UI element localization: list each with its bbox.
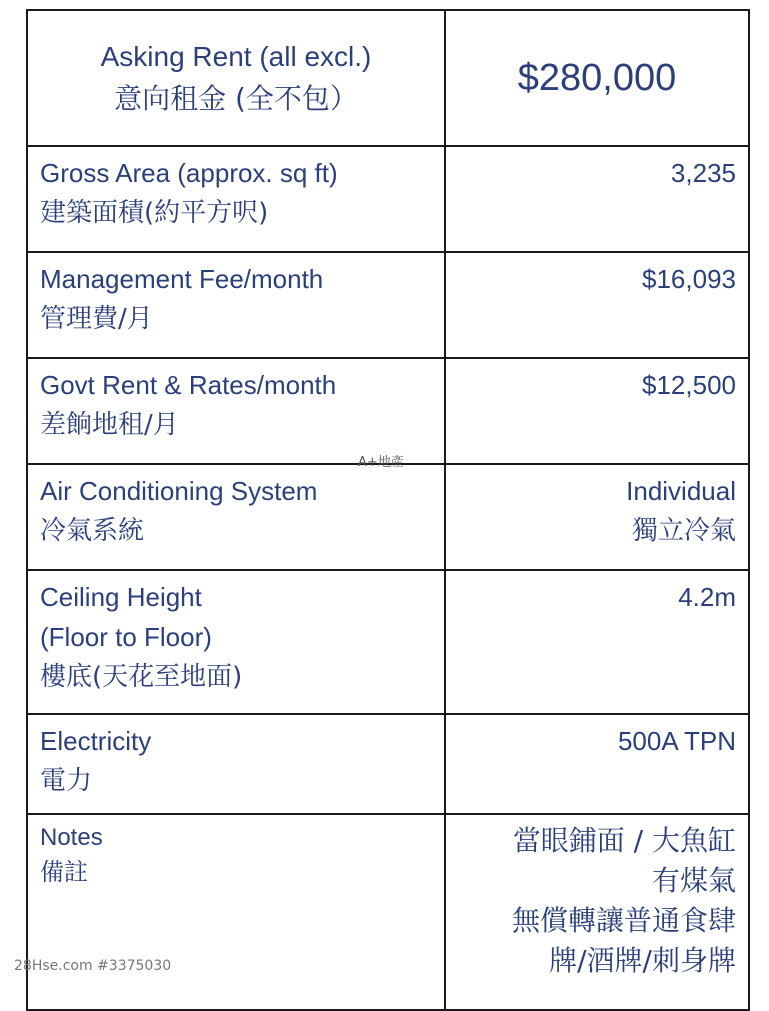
asking-rent-row xyxy=(27,10,749,146)
notes-label-en: Notes xyxy=(40,824,103,851)
ceiling-height-label-cell xyxy=(27,570,445,714)
electricity-value: 500A TPN xyxy=(617,726,736,756)
notes-value-cell xyxy=(445,814,749,1010)
air-conditioning-value-zh: 獨立冷氣 xyxy=(631,516,736,546)
management-fee-row xyxy=(27,252,749,358)
gross-area-value: 3,235 xyxy=(670,158,736,188)
ceiling-height-label-en: Ceiling Height xyxy=(40,582,202,612)
management-fee-label-en: Management Fee/month xyxy=(40,264,324,294)
ceiling-height-label-zh: 樓底(天花至地面) xyxy=(40,662,243,692)
asking-rent-value: $280,000 xyxy=(517,57,677,99)
management-fee-value: $16,093 xyxy=(642,264,736,294)
govt-rent-label-en: Govt Rent & Rates/month xyxy=(40,370,337,400)
notes-line-2: 有煤氣 xyxy=(651,864,736,897)
listing-id-watermark: 28Hse.com #3375030 xyxy=(14,958,172,974)
notes-line-1: 當眼鋪面 / 大魚缸 xyxy=(512,824,736,857)
govt-rent-value-cell xyxy=(445,358,749,464)
air-conditioning-row xyxy=(27,464,749,570)
govt-rent-row xyxy=(27,358,749,464)
govt-rent-label-zh: 差餉地租/月 xyxy=(40,410,179,440)
air-conditioning-label-en: Air Conditioning System xyxy=(40,476,318,506)
asking-rent-label-zh: 意向租金 (全不包） xyxy=(114,82,358,115)
electricity-label-cell xyxy=(27,714,445,814)
management-fee-label-cell xyxy=(27,252,445,358)
ceiling-height-label-en-2: (Floor to Floor) xyxy=(40,622,212,652)
gross-area-value-cell xyxy=(445,146,749,252)
air-conditioning-label-cell xyxy=(27,464,445,570)
electricity-row xyxy=(27,714,749,814)
govt-rent-label-cell xyxy=(27,358,445,464)
gross-area-row xyxy=(27,146,749,252)
govt-rent-value: $12,500 xyxy=(642,370,736,400)
notes-line-3: 無償轉讓普通食肆 xyxy=(511,904,736,937)
management-fee-value-cell xyxy=(445,252,749,358)
property-spec-table xyxy=(26,9,750,1011)
ceiling-height-row xyxy=(27,570,749,714)
notes-label-zh: 備註 xyxy=(40,858,88,886)
gross-area-label-en: Gross Area (approx. sq ft) xyxy=(40,158,338,188)
air-conditioning-value: Individual xyxy=(626,476,736,506)
electricity-value-cell xyxy=(445,714,749,814)
gross-area-label-zh: 建築面積(約平方呎) xyxy=(40,198,269,228)
asking-rent-label-en: Asking Rent (all excl.) xyxy=(100,41,372,72)
agency-watermark: A+地產 xyxy=(358,455,404,470)
notes-line-4: 牌/酒牌/刺身牌 xyxy=(549,944,736,977)
ceiling-height-value-cell xyxy=(445,570,749,714)
air-conditioning-value-cell xyxy=(445,464,749,570)
asking-rent-value-cell xyxy=(445,10,749,146)
notes-row xyxy=(27,814,749,1010)
asking-rent-label-cell xyxy=(27,10,445,146)
gross-area-label-cell xyxy=(27,146,445,252)
notes-label-cell xyxy=(27,814,445,1010)
air-conditioning-label-zh: 冷氣系統 xyxy=(40,516,145,546)
electricity-label-en: Electricity xyxy=(40,726,152,756)
management-fee-label-zh: 管理費/月 xyxy=(40,304,153,334)
ceiling-height-value: 4.2m xyxy=(678,582,736,612)
electricity-label-zh: 電力 xyxy=(40,766,93,796)
